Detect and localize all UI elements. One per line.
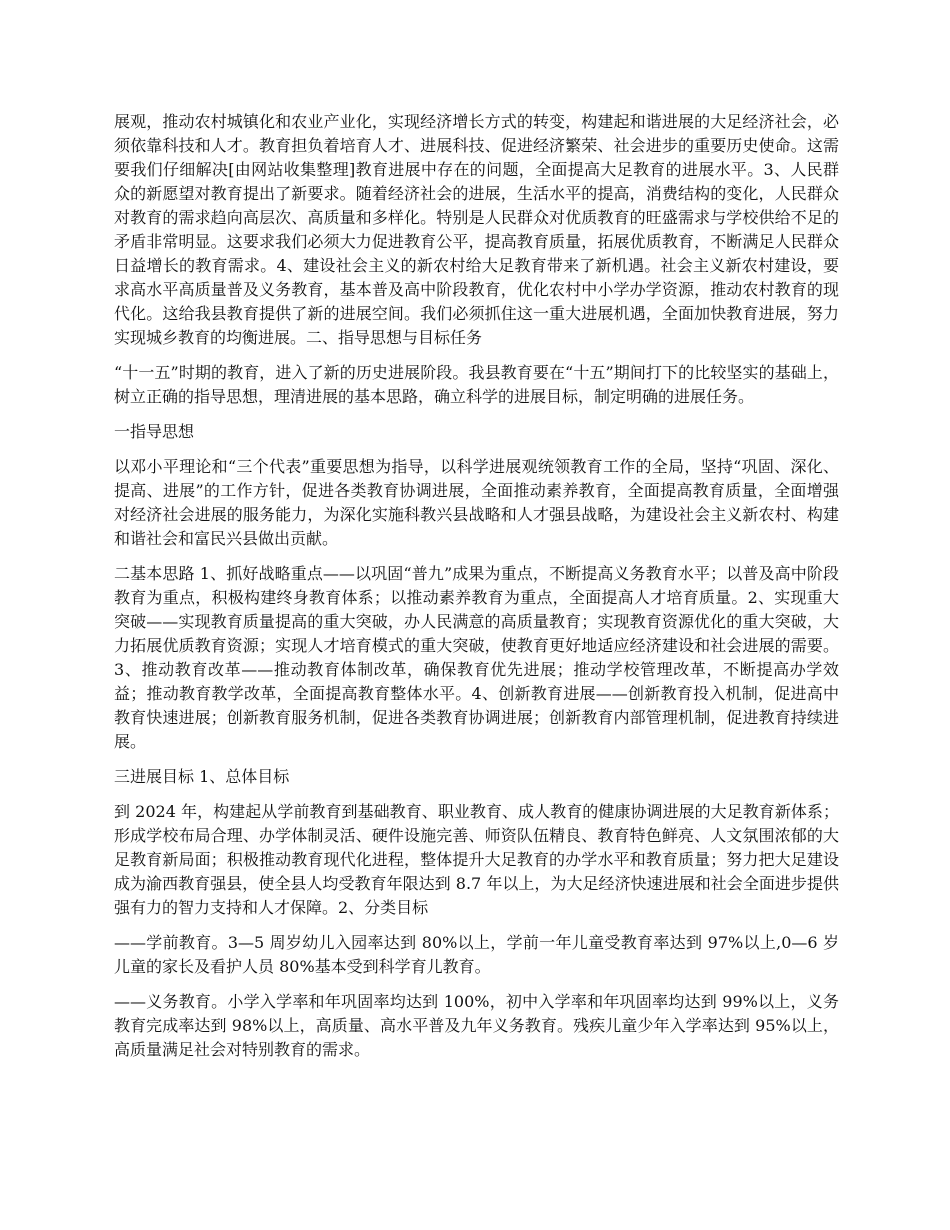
paragraph-preschool-education: ——学前教育。3—5 周岁幼儿入园率达到 80%以上，学前一年儿童受教育率达到 97%以上,0—6 岁儿童的家长及看护人员 80%基本受到科学育儿教育。 [114,933,839,976]
paragraph-basic-approach: 二基本思路 1、抓好战略重点——以巩固“普九”成果为重点，不断提高义务教育水平；以普及高中阶段教育为重点，积极构建终身教育体系；以推动素养教育为重点，全面提高人才培育质量。2、实现重大突破——实现教育质量提高的重大突破，办人民满意的高质量教育；实现教育资源优化的重大突破，大力拓展优质教育资源；实现人才培育模式的重大突破，使教育更好地适应经济建设和社会进展的需要。3、推动教育改革——推动教育体制改革，确保教育优先进展；推动学校管理改革，不断提高办学效益；推动教育教学改革，全面提高教育整体水平。4、创新教育进展——创新教育投入机制，促进高中教育快速进展；创新教育服务机制，促进各类教育协调进展；创新教育内部管理机制，促进教育持续进展。 [114,564,839,751]
paragraph-compulsory-education: ——义务教育。小学入学率和年巩固率均达到 100%，初中入学率和年巩固率均达到 99%以上，义务教育完成率达到 98%以上，高质量、高水平普及九年义务教育。残疾儿童少年入学率达到 95%以上，高质量满足社会对特别教育的需求。 [114,992,839,1059]
paragraph-background: 展观，推动农村城镇化和农业产业化，实现经济增长方式的转变，构建起和谐进展的大足经济社会，必须依靠科技和人才。教育担负着培育人才、进展科技、促进经济繁荣、社会进步的重要历史使命。这需要我们仔细解决[由网站收集整理]教育进展中存在的问题，全面提高大足教育的进展水平。3、人民群众的新愿望对教育提出了新要求。随着经济社会的进展，生活水平的提高，消费结构的变化，人民群众对教育的需求趋向高层次、高质量和多样化。特别是人民群众对优质教育的旺盛需求与学校供给不足的矛盾非常明显。这要求我们必须大力促进教育公平，提高教育质量，拓展优质教育，不断满足人民群众日益增长的教育需求。4、建设社会主义的新农村给大足教育带来了新机遇。社会主义新农村建设，要求高水平高质量普及义务教育，基本普及高中阶段教育，优化农村中小学办学资源，推动农村教育的现代化。这给我县教育提供了新的进展空间。我们必须抓住这一重大进展机遇，全面加快教育进展，努力实现城乡教育的均衡进展。二、指导思想与目标任务 [114,112,839,347]
heading-development-goals: 三进展目标 1、总体目标 [114,767,290,786]
paragraph-intro-eleventh-five: “十一五”时期的教育，进入了新的历史进展阶段。我县教育要在“十五”期间打下的比较坚实的基础上，树立正确的指导思想，理清进展的基本思路，确立科学的进展目标，制定明确的进展任务。 [114,363,839,406]
paragraph-guiding-ideology: 以邓小平理论和“三个代表”重要思想为指导，以科学进展观统领教育工作的全局，坚持“巩固、深化、提高、进展”的工作方针，促进各类教育协调进展，全面推动素养教育，全面提高教育质量，全面增强对经济社会进展的服务能力，为深化实施科教兴县战略和人才强县战略，为建设社会主义新农村、构建和谐社会和富民兴县做出贡献。 [114,457,839,548]
document-page [114,110,839,1073]
heading-guiding-ideology: 一指导思想 [114,422,195,441]
paragraph-overall-goals: 到 2024 年，构建起从学前教育到基础教育、职业教育、成人教育的健康协调进展的大足教育新体系；形成学校布局合理、办学体制灵活、硬件设施完善、师资队伍精良、教育特色鲜亮、人文氛围浓郁的大足教育新局面；积极推动教育现代化进程，整体提升大足教育的办学水平和教育质量；努力把大足建设成为渝西教育强县，使全县人均受教育年限达到 8.7 年以上，为大足经济快速进展和社会全面进步提供强有力的智力支持和人才保障。2、分类目标 [114,802,839,917]
